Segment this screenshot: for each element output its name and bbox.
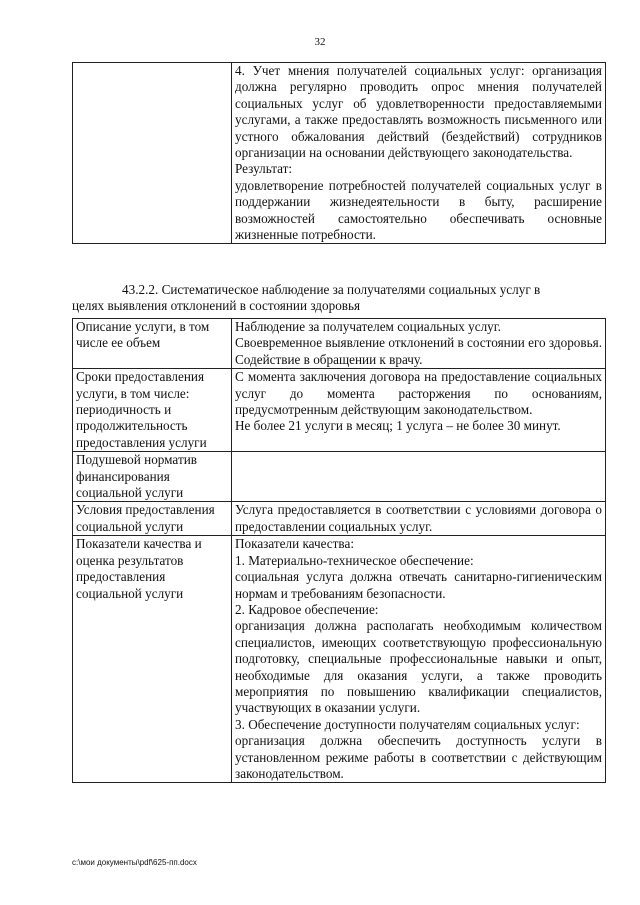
- heading-line-2: целях выявления отклонений в состоянии здоровья: [72, 298, 361, 314]
- paragraph: Показатели качества:: [235, 536, 354, 552]
- heading-line-1: 43.2.2. Систематическое наблюдение за получателями социальных услуг в: [122, 282, 541, 297]
- paragraph: Содействие в обращении к врачу.: [235, 351, 423, 367]
- service-table: [72, 318, 606, 783]
- row-content: [232, 536, 606, 783]
- row-label: Описание услуги, в том числе ее объем: [73, 319, 232, 369]
- paragraph: Результат:: [235, 161, 293, 177]
- continuation-table: [72, 62, 606, 244]
- paragraph: 2. Кадровое обеспечение:: [235, 601, 379, 617]
- table-row: [73, 369, 606, 452]
- section-heading: [72, 282, 602, 315]
- table-row: [73, 452, 606, 502]
- table-row: [73, 536, 606, 783]
- row-label: Условия предоставления социальной услуги: [73, 502, 232, 536]
- table-row: [73, 63, 606, 244]
- paragraph: Своевременное выявление отклонений в состоянии его здоровья.: [235, 335, 602, 351]
- row-content: [232, 502, 606, 536]
- right-cell: [232, 63, 606, 244]
- paragraph: 3. Обеспечение доступности получателям социальных услуг:: [235, 716, 580, 732]
- paragraph: 1. Материально-техническое обеспечение:: [235, 552, 474, 568]
- row-content: [232, 319, 606, 369]
- row-label: Сроки предоставления услуги, в том числе: периодичность и продолжительность предоставления услуги: [73, 369, 232, 452]
- row-content: [232, 369, 606, 452]
- row-content-empty: [232, 452, 606, 502]
- left-cell-empty: [73, 63, 232, 244]
- paragraph: С момента заключения договора на предоставление социальных услуг до момента расторжения по основаниям, предусмотренным действующим законодательством.: [235, 369, 602, 418]
- row-label: Показатели качества и оценка результатов предоставления социальной услуги: [73, 536, 232, 783]
- row-label: Подушевой норматив финансирования социальной услуги: [73, 452, 232, 502]
- paragraph: Не более 21 услуги в месяц; 1 услуга – не более 30 минут.: [235, 418, 561, 434]
- page-number: 32: [314, 36, 326, 48]
- paragraph: удовлетворение потребностей получателей социальных услуг в поддержании жизнедеятельности в быту, расширение возможностей самостоятельно обеспечивать основные жизненные потребности.: [235, 177, 602, 243]
- paragraph: организация должна располагать необходимым количеством специалистов, имеющих соответствующую профессиональную подготовку, специальные профессиональные навыки и опыт, необходимые для оказания услуги, а также проводить мероприятия по повышению квалификации специалистов, участвующих в оказании услуги.: [235, 618, 602, 716]
- table-row: [73, 502, 606, 536]
- footer-file-path: c:\мои документы\pdf\625-пп.docx: [72, 858, 197, 867]
- paragraph: Наблюдение за получателем социальных услуг.: [235, 319, 501, 334]
- paragraph: Услуга предоставляется в соответствии с условиями договора о предоставлении социальных услуг.: [235, 502, 602, 534]
- paragraph: 4. Учет мнения получателей социальных услуг: организация должна регулярно проводить опрос мнения получателей социальных услуг об удовлетворенности предоставляемыми услугами, а также предоставлять возможность письменного или устного обжалования действий (бездействий) сотрудников организации на основании действующего законодательства.: [235, 63, 602, 161]
- paragraph: социальная услуга должна отвечать санитарно-гигиеническим нормам и требованиям безопасности.: [235, 569, 602, 601]
- table-row: [73, 319, 606, 369]
- paragraph: организация должна обеспечить доступность услуги в установленном режиме работы в соответствии с действующим законодательством.: [235, 733, 602, 781]
